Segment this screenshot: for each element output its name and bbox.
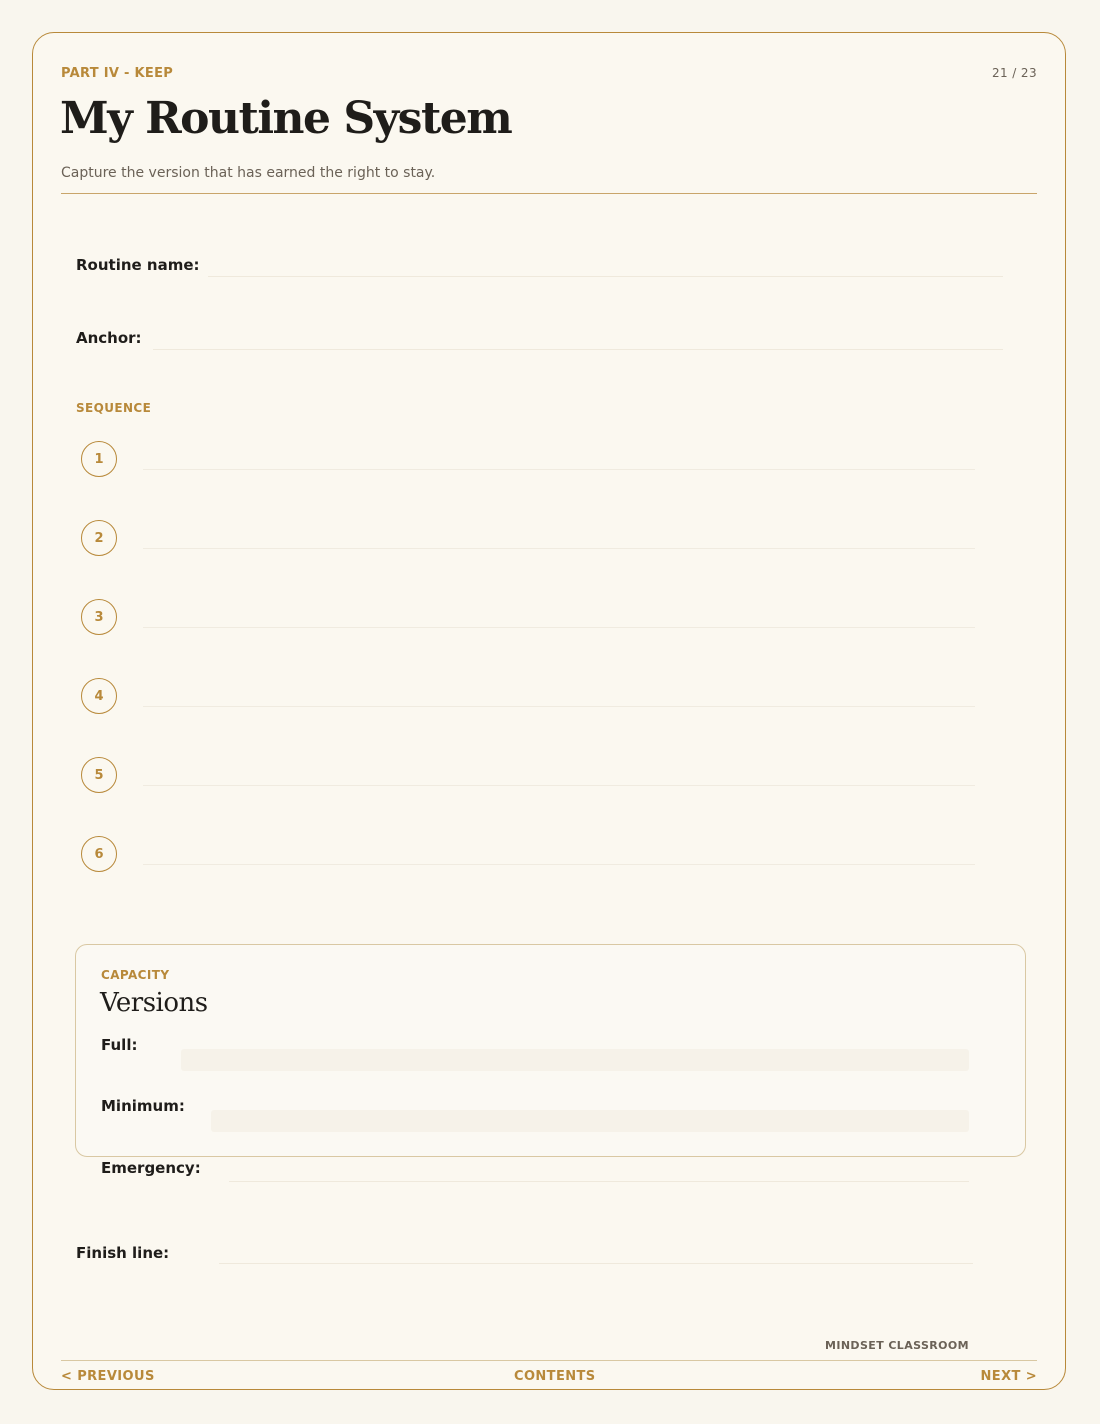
- routine-name-label: Routine name:: [76, 256, 200, 274]
- step-3-field[interactable]: [143, 627, 975, 628]
- step-number-2: 2: [81, 520, 117, 556]
- sequence-label: SEQUENCE: [76, 401, 152, 415]
- emergency-field[interactable]: [229, 1181, 969, 1182]
- minimum-label: Minimum:: [101, 1097, 185, 1115]
- finish-line-field[interactable]: [219, 1263, 973, 1264]
- footer-divider: [61, 1360, 1037, 1361]
- step-number-6: 6: [81, 836, 117, 872]
- minimum-field[interactable]: [211, 1110, 969, 1132]
- emergency-label: Emergency:: [101, 1159, 201, 1177]
- step-number-5: 5: [81, 757, 117, 793]
- full-field[interactable]: [181, 1049, 969, 1071]
- step-4-field[interactable]: [143, 706, 975, 707]
- capacity-label: CAPACITY: [101, 968, 170, 982]
- finish-line-label: Finish line:: [76, 1244, 170, 1262]
- section-label: PART IV - KEEP: [61, 66, 174, 81]
- step-number-1: 1: [81, 441, 117, 477]
- footer-brand: MINDSET CLASSROOM: [824, 1339, 969, 1352]
- step-6-field[interactable]: [143, 864, 975, 865]
- workbook-page: [32, 32, 1066, 1390]
- routine-name-field[interactable]: [208, 276, 1003, 277]
- previous-link[interactable]: < PREVIOUS: [61, 1369, 155, 1384]
- next-link[interactable]: NEXT >: [980, 1369, 1037, 1384]
- anchor-label: Anchor:: [76, 329, 142, 347]
- step-1-field[interactable]: [143, 469, 975, 470]
- page-title: My Routine System: [60, 93, 512, 144]
- anchor-field[interactable]: [153, 349, 1003, 350]
- step-5-field[interactable]: [143, 785, 975, 786]
- versions-title: Versions: [100, 988, 208, 1018]
- step-2-field[interactable]: [143, 548, 975, 549]
- step-number-3: 3: [81, 599, 117, 635]
- header-divider: [61, 193, 1037, 194]
- contents-link[interactable]: CONTENTS: [514, 1369, 596, 1384]
- page-number: 21 / 23: [991, 66, 1037, 80]
- step-number-4: 4: [81, 678, 117, 714]
- full-label: Full:: [101, 1036, 138, 1054]
- page-subtitle: Capture the version that has earned the right to stay.: [61, 165, 436, 181]
